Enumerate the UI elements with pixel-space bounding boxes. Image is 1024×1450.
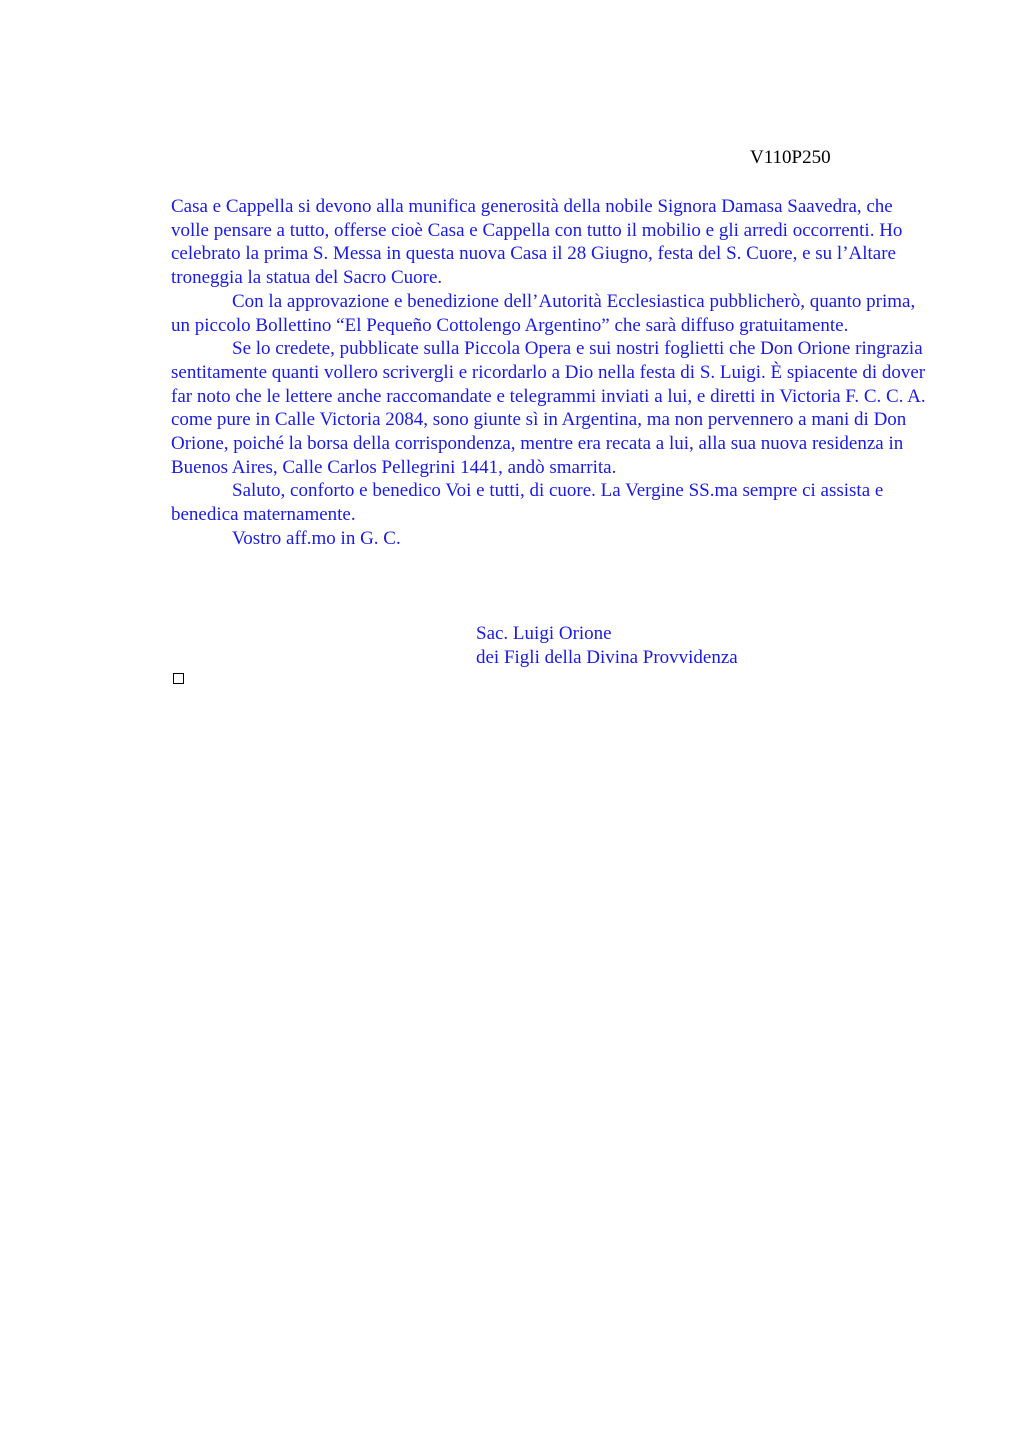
- end-marker-box-icon: [173, 673, 184, 684]
- paragraph: Con la approvazione e benedizione dell’Autorità Ecclesiastica pubblicherò, quanto prima, un piccolo Bollettino “El Pequeño Cottolengo Argentino” che sarà diffuso gratuitamente.: [171, 290, 916, 336]
- paragraph: Saluto, conforto e benedico Voi e tutti, di cuore. La Vergine SS.ma sempre ci assista e benedica maternamente.: [171, 480, 884, 526]
- closing-line: Vostro aff.mo in G. C.: [232, 527, 401, 549]
- paragraph: Casa e Cappella si devono alla munifica generosità della nobile Signora Damasa Saavedra, che volle pensare a tutto, offerse cioè Casa e Cappella con tutto il mobilio e gli arredi occorrenti. Ho celebrato la prima S. Messa in questa nuova Casa il 28 Giugno, festa del S. Cuore, e su l’Altare troneggia la statua del Sacro Cuore.: [171, 196, 903, 289]
- page-identifier: V110P250: [750, 147, 831, 168]
- signature-block: [476, 622, 738, 670]
- signature-name: Sac. Luigi Orione: [476, 623, 612, 644]
- signature-title: dei Figli della Divina Provvidenza: [476, 647, 738, 668]
- letter-body: [171, 195, 931, 551]
- paragraph: Se lo credete, pubblicate sulla Piccola Opera e sui nostri foglietti che Don Orione ringrazia sentitamente quanti vollero scrivergli e ricordarlo a Dio nella festa di S. Luigi. È spiacente di dover far noto che le lettere anche raccomandate e telegrammi inviati a lui, e diretti in Victoria F. C. C. A. come pure in Calle Victoria 2084, sono giunte sì in Argentina, ma non pervennero a mani di Don Orione, poiché la borsa della corrispondenza, mentre era recata a lui, alla sua nuova residenza in Buenos Aires, Calle Carlos Pellegrini 1441, andò smarrita.: [171, 338, 926, 478]
